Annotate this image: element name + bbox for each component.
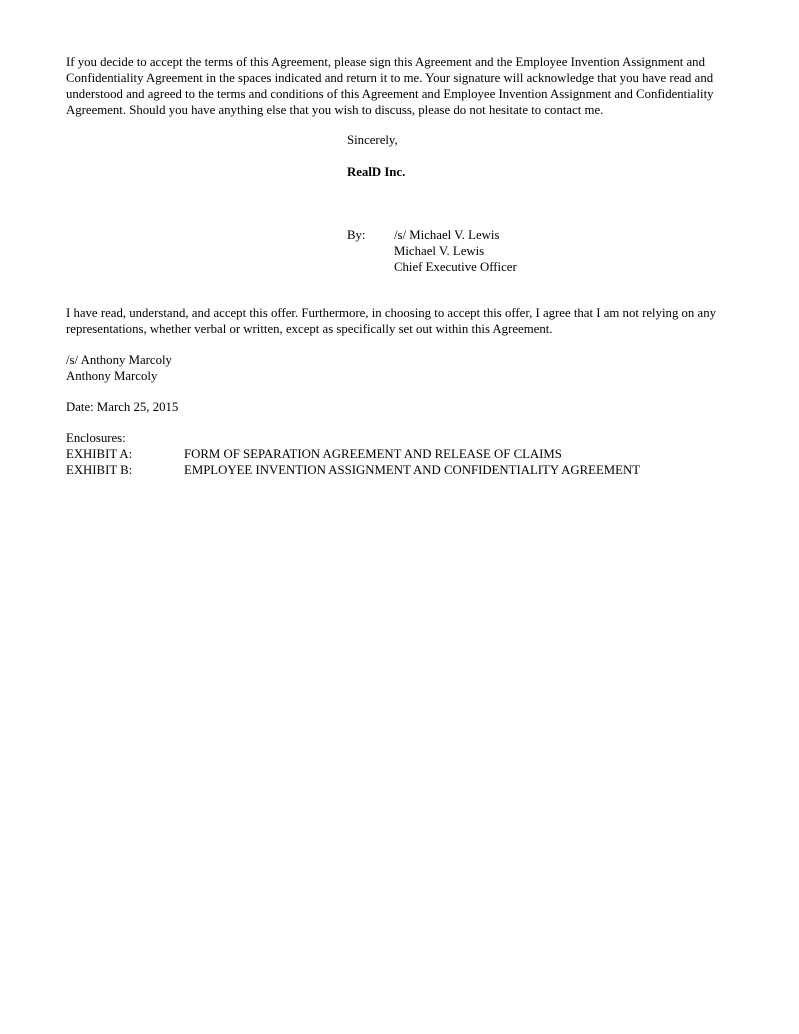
exhibit-title: EMPLOYEE INVENTION ASSIGNMENT AND CONFIDENTIALITY AGREEMENT — [184, 463, 641, 477]
exhibit-label: EXHIBIT A: — [66, 447, 133, 461]
enclosures-section — [66, 430, 739, 478]
employee-signature-block — [66, 352, 739, 384]
acceptance-line: representations, whether verbal or written, except as specifically set out within this Agreement. — [66, 322, 553, 336]
signature-date: Date: March 25, 2015 — [66, 400, 179, 414]
acceptance-paragraph — [66, 305, 739, 337]
company-signature: /s/ Michael V. Lewis — [394, 228, 500, 242]
exhibit-label: EXHIBIT B: — [66, 463, 133, 477]
company-name: RealD Inc. — [347, 165, 406, 179]
exhibit-row — [66, 446, 739, 462]
company-signer-title: Chief Executive Officer — [394, 260, 517, 274]
employee-name: Anthony Marcoly — [66, 369, 158, 383]
intro-line: Agreement. Should you have anything else that you wish to discuss, please do not hesitate to contact me. — [66, 103, 604, 117]
company-signer-name: Michael V. Lewis — [394, 244, 485, 258]
employee-signature: /s/ Anthony Marcoly — [66, 353, 172, 367]
intro-line: If you decide to accept the terms of this Agreement, please sign this Agreement and the Employee Invention Assignment and — [66, 55, 705, 69]
intro-paragraph — [66, 54, 739, 118]
company-signature-block — [394, 227, 517, 275]
by-label: By: — [347, 228, 366, 242]
exhibit-row — [66, 462, 739, 478]
closing-salutation: Sincerely, — [347, 133, 398, 147]
intro-line: understood and agreed to the terms and conditions of this Agreement and Employee Invention Assignment and Confidentiality — [66, 87, 714, 101]
intro-line: Confidentiality Agreement in the spaces indicated and return it to me. Your signature will acknowledge that you have read and — [66, 71, 714, 85]
acceptance-line: I have read, understand, and accept this offer. Furthermore, in choosing to accept this offer, I agree that I am not relying on any — [66, 306, 717, 320]
enclosures-heading: Enclosures: — [66, 431, 126, 445]
exhibit-title: FORM OF SEPARATION AGREEMENT AND RELEASE OF CLAIMS — [184, 447, 562, 461]
